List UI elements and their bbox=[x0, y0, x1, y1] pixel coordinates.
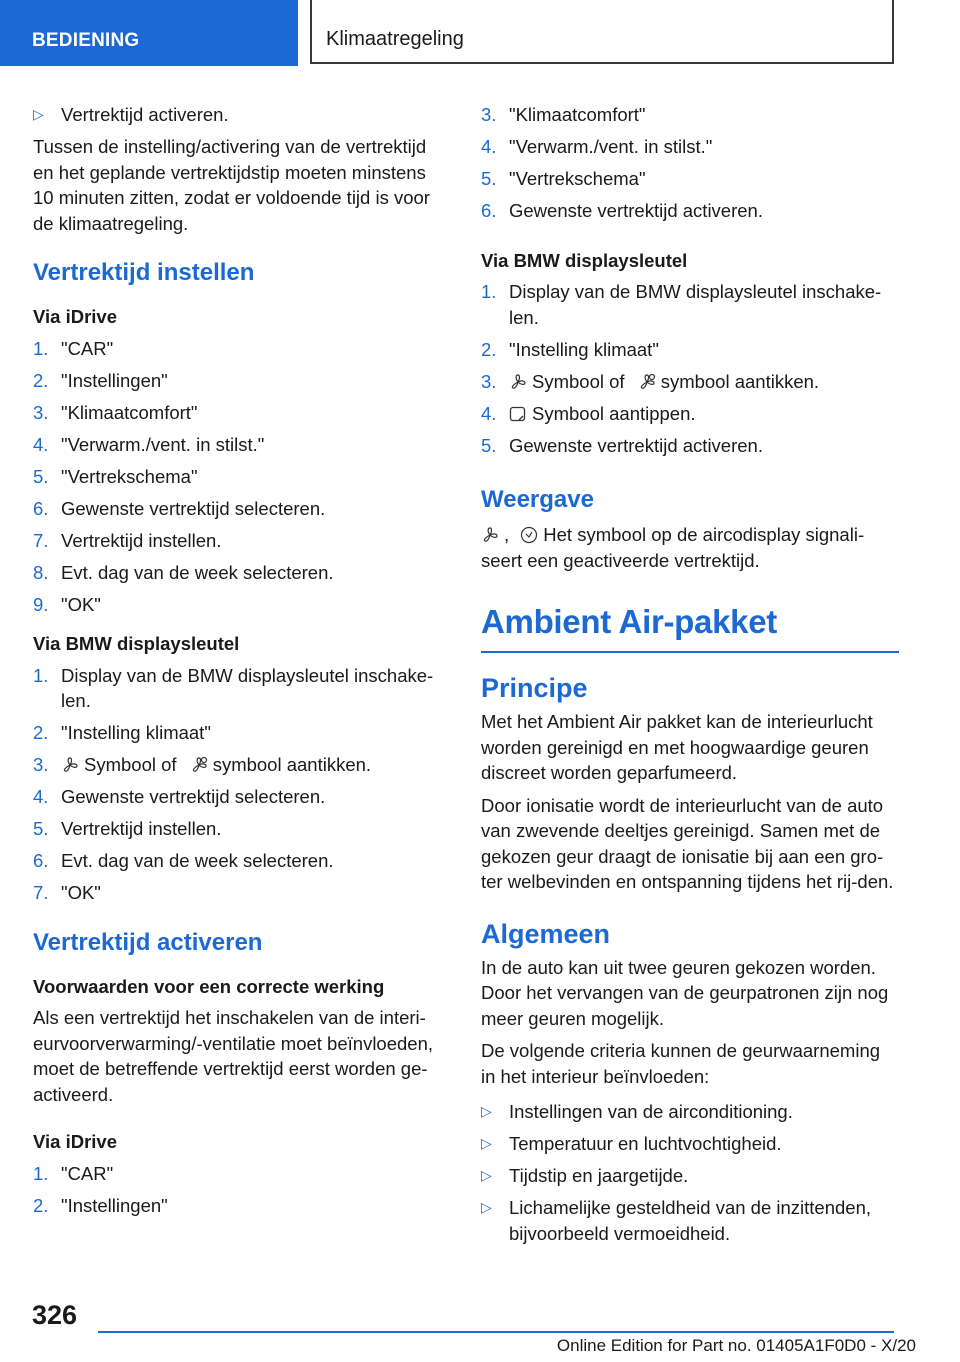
step-text: Evt. dag van de week selecteren. bbox=[61, 850, 334, 871]
step-text: "CAR" bbox=[61, 1162, 114, 1184]
right-column bbox=[481, 102, 899, 1260]
list-item bbox=[481, 102, 899, 128]
fan-timer-icon bbox=[190, 756, 208, 774]
subheading-via-idrive: Via iDrive bbox=[33, 306, 117, 327]
intro-list bbox=[33, 102, 447, 128]
step-text: "Verwarm./vent. in stilst." bbox=[509, 136, 713, 157]
list-item-text: Lichamelijke gesteldheid van de inzittenden, bijvoorbeeld vermoeidheid. bbox=[509, 1197, 872, 1244]
step-number: 8. bbox=[33, 561, 49, 583]
step-number: 2. bbox=[33, 1194, 49, 1216]
heading-weergave: Weergave bbox=[481, 486, 594, 513]
list-item-text: Vertrektijd activeren. bbox=[61, 104, 229, 125]
principe-paragraph-2: Door ionisatie wordt de interieurlucht van de auto van zwevende deeltjes gereinigd. Samen met de gekozen geur draagt de ionisatie bij aan een gro-ter welbevinden en ontspanning tijdens het rij-den. bbox=[481, 794, 894, 892]
step-text: "CAR" bbox=[61, 337, 114, 359]
chapter-title: Klimaatregeling bbox=[310, 0, 894, 64]
list-item-text: Instellingen van de airconditioning. bbox=[509, 1101, 793, 1122]
step-text: Vertrektijd instellen. bbox=[61, 818, 222, 839]
step-text: Gewenste vertrektijd activeren. bbox=[509, 434, 763, 456]
list-item bbox=[481, 198, 899, 224]
list-item bbox=[481, 134, 899, 160]
step-number: 7. bbox=[33, 882, 49, 903]
algemeen-paragraph-2: De volgende criteria kunnen de geurwaarneming in het interieur beïnvloeden: bbox=[481, 1040, 881, 1087]
list-item bbox=[33, 880, 447, 906]
step-text: "Instellingen" bbox=[61, 1194, 168, 1216]
list-item bbox=[481, 279, 899, 330]
list-item bbox=[481, 1195, 899, 1246]
weergave-separator: , bbox=[504, 524, 510, 545]
step-text: "Instelling klimaat" bbox=[509, 338, 659, 360]
step-text: "Verwarm./vent. in stilst." bbox=[61, 433, 265, 455]
fan-icon bbox=[61, 756, 79, 774]
step-text: "Vertrekschema" bbox=[509, 168, 646, 189]
intro-paragraph: Tussen de instelling/activering van de vertrektijd en het geplande vertrektijdstip moeten minstens 10 minuten zitten, zodat er voldoende tijd is voor de klimaatregeling. bbox=[33, 136, 430, 234]
step-text: Gewenste vertrektijd activeren. bbox=[509, 200, 763, 221]
list-item bbox=[33, 1193, 447, 1219]
step-number: 3. bbox=[481, 370, 497, 392]
list-item bbox=[481, 1131, 899, 1157]
step-text: Evt. dag van de week selecteren. bbox=[61, 561, 334, 583]
activate-idrive-steps-continued bbox=[481, 102, 899, 224]
step-number: 5. bbox=[481, 434, 497, 456]
fan-icon bbox=[481, 526, 499, 544]
step-text: "OK" bbox=[61, 882, 101, 903]
fan-timer-icon bbox=[638, 373, 656, 391]
algemeen-paragraph-1: In de auto kan uit twee geuren gekozen worden. Door het vervangen van de geurpatronen zijn nog meer geuren mogelijk. bbox=[481, 956, 889, 1029]
triangle-bullet-icon: ▷ bbox=[481, 1199, 492, 1215]
step-text: "Instelling klimaat" bbox=[61, 722, 211, 743]
page-number: 326 bbox=[32, 1300, 78, 1330]
triangle-bullet-icon: ▷ bbox=[481, 1135, 492, 1151]
triangle-bullet-icon: ▷ bbox=[33, 106, 44, 122]
list-item bbox=[33, 400, 447, 426]
step-text: "Instellingen" bbox=[61, 369, 168, 391]
triangle-bullet-icon: ▷ bbox=[481, 1167, 492, 1183]
step-text: Vertrektijd instellen. bbox=[61, 529, 222, 551]
activate-idrive-steps bbox=[33, 1161, 447, 1219]
list-item bbox=[481, 401, 899, 427]
list-item bbox=[33, 102, 447, 128]
step-number: 4. bbox=[481, 136, 497, 157]
step-number: 1. bbox=[33, 1162, 49, 1184]
step-text: Symbool aantippen. bbox=[532, 402, 696, 424]
step-number: 6. bbox=[33, 497, 49, 519]
list-item bbox=[33, 432, 447, 458]
step-number: 1. bbox=[33, 664, 49, 686]
subheading-via-idrive-2: Via iDrive bbox=[33, 1131, 117, 1152]
list-item bbox=[33, 663, 447, 714]
heading-vertrektijd-instellen: Vertrektijd instellen bbox=[33, 259, 255, 286]
step-text: symbool aantikken. bbox=[212, 754, 372, 775]
list-item bbox=[481, 1099, 899, 1125]
clock-icon bbox=[520, 526, 538, 544]
step-text: "Vertrekschema" bbox=[61, 465, 198, 487]
list-item-text: Temperatuur en luchtvochtigheid. bbox=[509, 1133, 782, 1154]
subheading-via-displaysleutel-2: Via BMW displaysleutel bbox=[481, 249, 688, 271]
step-number: 6. bbox=[33, 850, 49, 871]
step-number: 2. bbox=[481, 338, 497, 360]
list-item bbox=[33, 560, 447, 586]
list-item bbox=[33, 592, 447, 618]
weergave-text: Het symbool op de aircodisplay signali-seert een geactiveerde vertrektijd. bbox=[481, 524, 865, 571]
idrive-steps bbox=[33, 336, 447, 618]
step-text: Display van de BMW displaysleutel inschake-len. bbox=[509, 281, 882, 328]
list-item bbox=[33, 336, 447, 362]
step-number: 5. bbox=[33, 818, 49, 839]
list-item bbox=[481, 1163, 899, 1189]
step-text: "Klimaatcomfort" bbox=[61, 401, 198, 423]
principe-paragraph-1: Met het Ambient Air pakket kan de interieurlucht worden gereinigd en met hoogwaardige geuren discreet worden geparfumeerd. bbox=[481, 711, 873, 783]
weergave-paragraph bbox=[481, 522, 899, 573]
list-item bbox=[481, 166, 899, 192]
section-tab: BEDIENING bbox=[0, 0, 298, 66]
criteria-list bbox=[481, 1099, 899, 1246]
step-number: 5. bbox=[481, 168, 497, 189]
step-number: 4. bbox=[33, 433, 49, 455]
step-number: 5. bbox=[33, 465, 49, 487]
list-item-text: Tijdstip en jaargetijde. bbox=[509, 1165, 689, 1186]
list-item bbox=[481, 369, 899, 395]
list-item bbox=[481, 337, 899, 363]
list-item bbox=[33, 720, 447, 746]
step-text: "Klimaatcomfort" bbox=[509, 104, 646, 125]
step-number: 4. bbox=[33, 786, 49, 807]
step-number: 4. bbox=[481, 402, 497, 424]
step-number: 1. bbox=[481, 281, 497, 302]
step-text: Symbool of bbox=[532, 370, 625, 392]
heading-vertrektijd-activeren: Vertrektijd activeren bbox=[33, 928, 263, 956]
list-item bbox=[33, 528, 447, 554]
step-number: 2. bbox=[33, 369, 49, 391]
heading-principe: Principe bbox=[481, 673, 588, 703]
displaysleutel-steps bbox=[33, 663, 447, 906]
subheading-via-displaysleutel: Via BMW displaysleutel bbox=[33, 633, 240, 654]
list-item bbox=[33, 752, 447, 778]
step-text: Gewenste vertrektijd selecteren. bbox=[61, 497, 326, 519]
step-number: 6. bbox=[481, 200, 497, 221]
subheading-voorwaarden: Voorwaarden voor een correcte werking bbox=[33, 975, 385, 997]
list-item bbox=[33, 464, 447, 490]
list-item bbox=[481, 433, 899, 459]
step-number: 3. bbox=[33, 754, 49, 775]
step-number: 1. bbox=[33, 337, 49, 359]
activate-displaysleutel-steps bbox=[481, 279, 899, 458]
step-number: 7. bbox=[33, 529, 49, 551]
left-column bbox=[33, 102, 447, 1232]
footer-divider bbox=[98, 1331, 894, 1333]
step-number: 3. bbox=[481, 104, 497, 125]
step-text: Symbool of bbox=[84, 754, 177, 775]
list-item bbox=[33, 496, 447, 522]
step-text: symbool aantikken. bbox=[660, 370, 820, 392]
fan-icon bbox=[509, 373, 527, 391]
heading-ambient-air-pakket: Ambient Air-pakket bbox=[481, 601, 899, 653]
step-text: "OK" bbox=[61, 593, 101, 615]
step-text: Gewenste vertrektijd selecteren. bbox=[61, 786, 326, 807]
step-number: 9. bbox=[33, 593, 49, 615]
list-item bbox=[33, 816, 447, 842]
step-number: 3. bbox=[33, 401, 49, 423]
step-text: Display van de BMW displaysleutel inschake-len. bbox=[61, 664, 434, 711]
step-number: 2. bbox=[33, 722, 49, 743]
list-item bbox=[33, 784, 447, 810]
list-item bbox=[33, 1161, 447, 1187]
list-item bbox=[33, 848, 447, 874]
triangle-bullet-icon: ▷ bbox=[481, 1103, 492, 1119]
edition-text: Online Edition for Part no. 01405A1F0D0 - X/20 bbox=[556, 1336, 916, 1355]
voorwaarden-paragraph: Als een vertrektijd het inschakelen van de interi-eurvoorverwarming/-ventilatie moet beïnvloeden, moet de betreffende vertrektijd eerst worden ge-activeerd. bbox=[33, 1007, 434, 1105]
heading-algemeen: Algemeen bbox=[481, 918, 611, 949]
checkbox-icon bbox=[509, 405, 527, 423]
list-item bbox=[33, 368, 447, 394]
